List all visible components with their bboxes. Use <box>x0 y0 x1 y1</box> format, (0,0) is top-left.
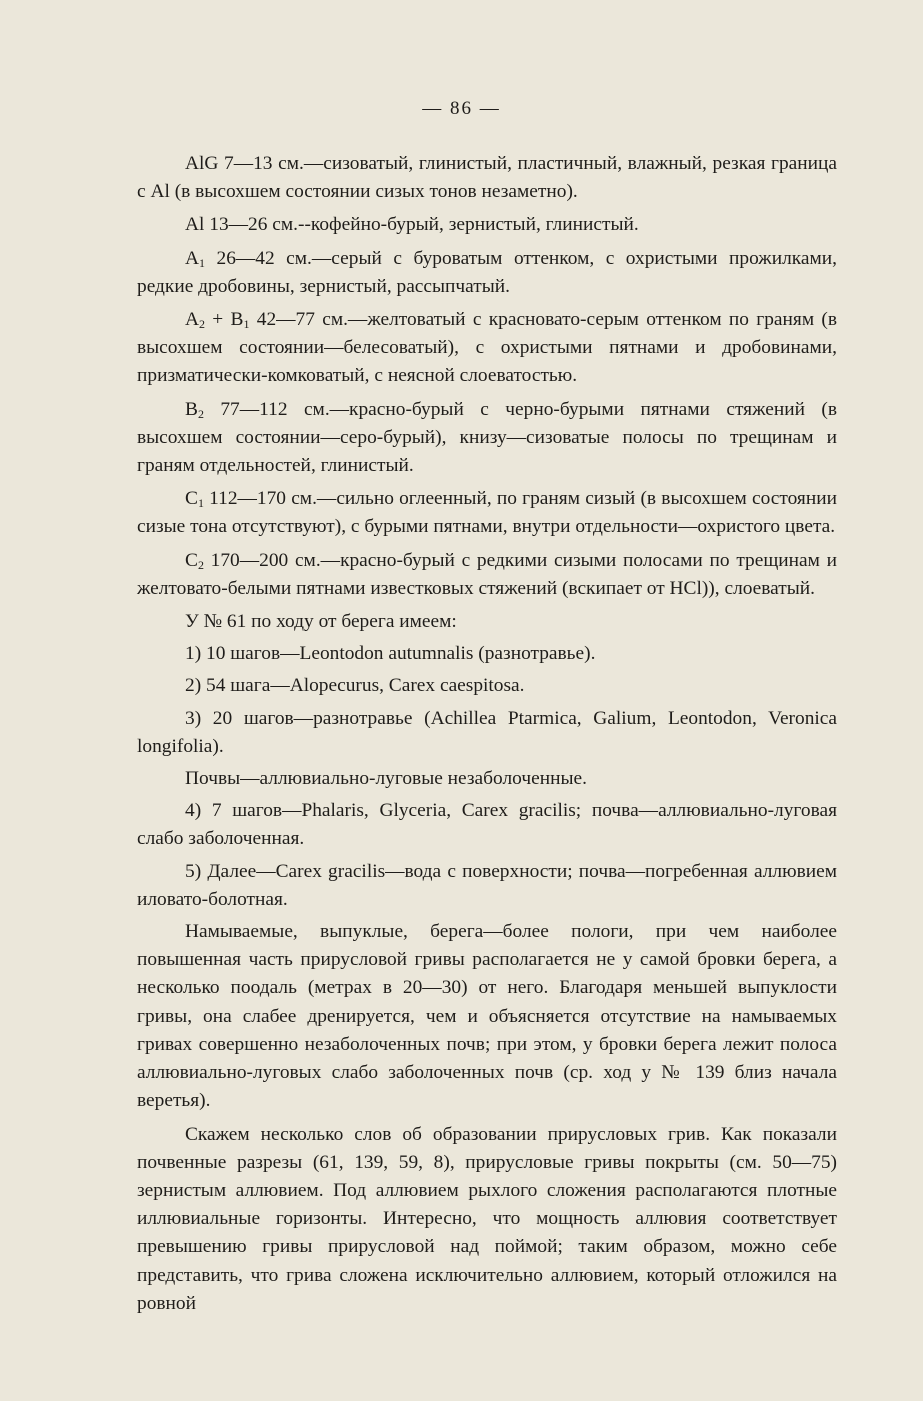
transect-item: 5) Далее—Carex gracilis—вода с поверхности; почва—погребенная аллювием иловато-болотная. <box>137 860 837 910</box>
horizon-subscript: 2 <box>199 317 206 332</box>
horizon-description: 170—200 см.—красно-бурый с редкими сизыми полосами по трещинам и желтовато-белыми пятнами известковых стяжений (вскипает от HCl)), слоеватый. <box>137 549 837 599</box>
horizon-code: Al <box>185 214 205 236</box>
horizon-paragraph <box>137 306 837 391</box>
page-number: — 86 — <box>422 98 501 119</box>
body-paragraph: Скажем несколько слов об образовании прирусловых грив. Как показали почвенные разрезы (61, 139, 59, 8), прирусловые гривы покрыты (см. 50—75) зернистым аллювием. Под аллювием рыхлого сложения располагаются плотные иллювиальные горизонты. Интересно, что мощность аллювия соответствует превышению гривы прирусловой над поймой; таким образом, можно себе представить, что грива сложена исключительно аллювием, который отложился на ровной <box>137 1123 837 1314</box>
horizon-code: A <box>185 309 200 331</box>
horizon-paragraph <box>137 211 837 239</box>
horizon-code: C <box>185 549 198 571</box>
horizon-code: A <box>185 247 200 269</box>
horizon-description: 13—26 см.--кофейно-бурый, зернистый, глинистый. <box>204 214 639 236</box>
horizon-description: 112—170 см.—сильно оглеенный, по граням сизый (в высохшем состоянии сизые тона отсутствуют), с бурыми пятнами, внутри отдельности—охристого цвета. <box>137 488 837 538</box>
transect-item: 3) 20 шагов—разнотравье (Achillea Ptarmica, Galium, Leontodon, Veronica longifolia). <box>137 707 837 757</box>
horizon-paragraph <box>137 150 837 206</box>
horizon-description: 26—42 см.—серый с буроватым оттенком, с охристыми прожилками, редкие дробовины, зернистый, рассыпчатый. <box>137 247 837 297</box>
horizon-paragraph <box>137 485 837 541</box>
horizon-code: C <box>185 488 198 510</box>
horizon-subscript: 1 <box>197 496 204 511</box>
horizon-paragraph <box>137 547 837 603</box>
horizon-description: 7—13 см.—сизоватый, глинистый, пластичный, влажный, резкая граница с Al (в высохшем состоянии сизых тонов незаметно). <box>137 153 837 203</box>
horizon-paragraph <box>137 396 837 481</box>
horizon-description: 42—77 см.—желтоватый с красновато-серым оттенком по граням (в высохшем состоянии—белесоватый), с охристыми пятнами и дробовинами, призматически-комковатый, с неясной слоеватостью. <box>137 309 837 387</box>
horizon-subscript: 1 <box>199 255 206 270</box>
text-body <box>137 150 837 1323</box>
transect-intro: У № 61 по ходу от берега имеем: <box>185 611 457 633</box>
horizon-subscript: 1 <box>243 317 250 332</box>
transect-item: 4) 7 шагов—Phalaris, Glyceria, Carex gracilis; почва—аллювиально-луговая слабо заболоченная. <box>137 800 837 850</box>
horizon-code: B <box>185 398 198 420</box>
horizon-subscript: 2 <box>197 557 204 572</box>
transect-item: 2) 54 шага—Alopecurus, Carex caespitosa. <box>185 675 525 697</box>
horizon-code: AlG <box>185 153 219 174</box>
transect-item: Почвы—аллювиально-луговые незаболоченные. <box>185 768 587 790</box>
horizon-description: 77—112 см.—красно-бурый с черно-бурыми пятнами стяжений (в высохшем состоянии—серо-бурый), книзу—сизоватые полосы по трещинам и граням отдельностей, глинистый. <box>137 398 837 477</box>
horizon-paragraph <box>137 245 837 301</box>
horizon-subscript: 2 <box>197 406 204 421</box>
body-paragraph: Намываемые, выпуклые, берега—более пологи, при чем наиболее повышенная часть прирусловой гривы располагается не у самой бровки берега, а несколько поодаль (метрах в 20—30) от него. Благодаря меньшей выпуклости гривы, она слабее дренируется, чем и объясняется отсутствие на намываемых гривах совершенно незаболоченных почв; при этом, у бровки берега лежит полоса аллювиально-луговых слабо заболоченных почв (ср. ход у № 139 близ начала веретья). <box>137 921 837 1112</box>
transect-item: 1) 10 шагов—Leontodon autumnalis (разнотравье). <box>185 643 596 665</box>
horizon-code-plus: + B <box>205 309 244 331</box>
